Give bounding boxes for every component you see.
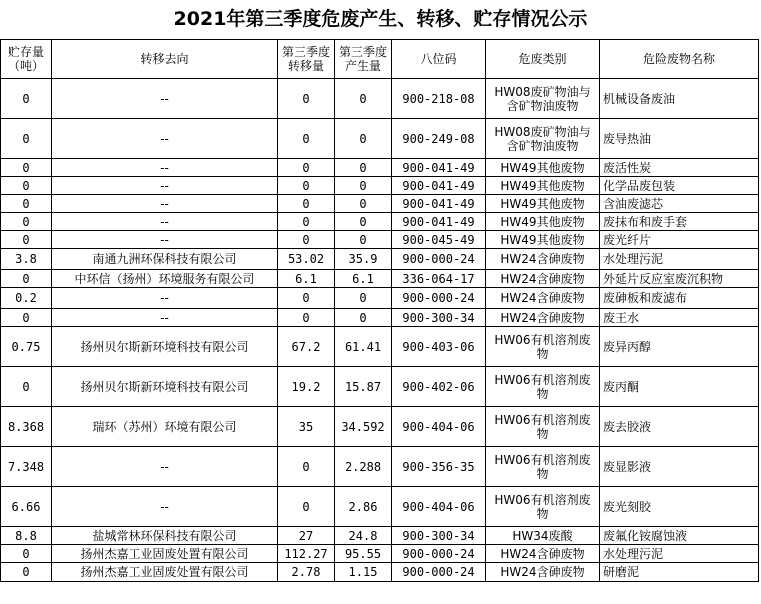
cell-destination: -- (52, 159, 278, 177)
cell-destination: 扬州贝尔斯新环境科技有限公司 (52, 367, 278, 407)
cell-transfer: 0 (278, 159, 335, 177)
cell-destination: 瑞环（苏州）环境有限公司 (52, 407, 278, 447)
cell-transfer: 0 (278, 213, 335, 231)
cell-transfer: 27 (278, 527, 335, 545)
cell-transfer: 0 (278, 447, 335, 487)
cell-code: 900-000-24 (392, 288, 486, 309)
table-row (1, 327, 759, 367)
cell-category: HW24含砷废物 (486, 249, 600, 270)
table-row (1, 119, 759, 159)
cell-transfer: 35 (278, 407, 335, 447)
cell-waste-name: 水处理污泥 (600, 545, 759, 563)
cell-waste-name: 废光纤片 (600, 231, 759, 249)
cell-storage: 8.8 (1, 527, 52, 545)
cell-code: 900-404-06 (392, 487, 486, 527)
cell-waste-name: 废活性炭 (600, 159, 759, 177)
table-row (1, 195, 759, 213)
cell-code: 900-041-49 (392, 159, 486, 177)
table-row (1, 367, 759, 407)
cell-code: 900-041-49 (392, 195, 486, 213)
cell-storage: 8.368 (1, 407, 52, 447)
cell-waste-name: 化学品废包装 (600, 177, 759, 195)
cell-waste-name: 废丙酮 (600, 367, 759, 407)
table-row (1, 231, 759, 249)
cell-code: 336-064-17 (392, 270, 486, 288)
cell-generated: 2.86 (335, 487, 392, 527)
cell-storage: 0 (1, 545, 52, 563)
cell-code: 900-356-35 (392, 447, 486, 487)
cell-storage: 0 (1, 231, 52, 249)
cell-storage: 3.8 (1, 249, 52, 270)
header-generated-amount: 第三季度产生量 (335, 40, 392, 79)
cell-transfer: 0 (278, 195, 335, 213)
cell-storage: 0 (1, 563, 52, 582)
cell-code: 900-045-49 (392, 231, 486, 249)
table-row (1, 309, 759, 327)
cell-category: HW49其他废物 (486, 231, 600, 249)
cell-category: HW06有机溶剂废物 (486, 447, 600, 487)
cell-destination: -- (52, 177, 278, 195)
cell-category: HW49其他废物 (486, 213, 600, 231)
cell-destination: 扬州杰嘉工业固废处置有限公司 (52, 545, 278, 563)
cell-transfer: 0 (278, 231, 335, 249)
cell-code: 900-300-34 (392, 309, 486, 327)
cell-storage: 0 (1, 195, 52, 213)
table-row (1, 288, 759, 309)
table-row (1, 270, 759, 288)
cell-generated: 0 (335, 231, 392, 249)
cell-category: HW24含砷废物 (486, 545, 600, 563)
cell-waste-name: 废砷板和废滤布 (600, 288, 759, 309)
cell-generated: 61.41 (335, 327, 392, 367)
cell-category: HW06有机溶剂废物 (486, 487, 600, 527)
cell-destination: -- (52, 119, 278, 159)
cell-category: HW08废矿物油与含矿物油废物 (486, 79, 600, 119)
cell-storage: 0 (1, 367, 52, 407)
cell-code: 900-041-49 (392, 213, 486, 231)
cell-transfer: 112.27 (278, 545, 335, 563)
cell-generated: 1.15 (335, 563, 392, 582)
cell-transfer: 0 (278, 487, 335, 527)
cell-generated: 0 (335, 79, 392, 119)
cell-transfer: 0 (278, 177, 335, 195)
cell-code: 900-249-08 (392, 119, 486, 159)
cell-transfer: 0 (278, 79, 335, 119)
cell-transfer: 0 (278, 119, 335, 159)
table-row (1, 447, 759, 487)
cell-generated: 0 (335, 119, 392, 159)
cell-storage: 0.2 (1, 288, 52, 309)
cell-code: 900-218-08 (392, 79, 486, 119)
cell-code: 900-403-06 (392, 327, 486, 367)
cell-category: HW06有机溶剂废物 (486, 367, 600, 407)
cell-destination: -- (52, 309, 278, 327)
cell-category: HW06有机溶剂废物 (486, 327, 600, 367)
cell-category: HW34废酸 (486, 527, 600, 545)
cell-generated: 6.1 (335, 270, 392, 288)
cell-waste-name: 废导热油 (600, 119, 759, 159)
cell-generated: 0 (335, 213, 392, 231)
cell-generated: 24.8 (335, 527, 392, 545)
cell-destination: 南通九洲环保科技有限公司 (52, 249, 278, 270)
cell-category: HW49其他废物 (486, 195, 600, 213)
cell-destination: -- (52, 487, 278, 527)
cell-destination: -- (52, 231, 278, 249)
cell-transfer: 0 (278, 288, 335, 309)
table-row (1, 487, 759, 527)
cell-destination: -- (52, 79, 278, 119)
cell-category: HW08废矿物油与含矿物油废物 (486, 119, 600, 159)
cell-generated: 0 (335, 177, 392, 195)
cell-destination: -- (52, 447, 278, 487)
cell-destination: 扬州杰嘉工业固废处置有限公司 (52, 563, 278, 582)
cell-generated: 34.592 (335, 407, 392, 447)
table-row (1, 527, 759, 545)
header-destination: 转移去向 (52, 40, 278, 79)
cell-storage: 7.348 (1, 447, 52, 487)
cell-waste-name: 水处理污泥 (600, 249, 759, 270)
cell-waste-name: 外延片反应室废沉积物 (600, 270, 759, 288)
header-category: 危废类别 (486, 40, 600, 79)
cell-waste-name: 废去胶液 (600, 407, 759, 447)
cell-storage: 0 (1, 309, 52, 327)
cell-transfer: 2.78 (278, 563, 335, 582)
cell-waste-name: 废王水 (600, 309, 759, 327)
cell-waste-name: 废氟化铵腐蚀液 (600, 527, 759, 545)
cell-category: HW49其他废物 (486, 177, 600, 195)
table-row (1, 563, 759, 582)
cell-destination: -- (52, 195, 278, 213)
hazardous-waste-table (0, 39, 759, 582)
table-row (1, 249, 759, 270)
cell-destination: 中环信（扬州）环境服务有限公司 (52, 270, 278, 288)
cell-category: HW06有机溶剂废物 (486, 407, 600, 447)
cell-code: 900-402-06 (392, 367, 486, 407)
cell-generated: 2.288 (335, 447, 392, 487)
cell-storage: 0 (1, 119, 52, 159)
header-waste-name: 危险废物名称 (600, 40, 759, 79)
cell-transfer: 53.02 (278, 249, 335, 270)
table-row (1, 545, 759, 563)
table-row (1, 159, 759, 177)
cell-category: HW24含砷废物 (486, 309, 600, 327)
table-header-row (1, 40, 759, 79)
cell-code: 900-000-24 (392, 563, 486, 582)
table-row (1, 213, 759, 231)
cell-transfer: 0 (278, 309, 335, 327)
header-storage: 贮存量（吨） (1, 40, 52, 79)
cell-category: HW24含砷废物 (486, 288, 600, 309)
table-row (1, 407, 759, 447)
cell-waste-name: 废显影液 (600, 447, 759, 487)
cell-storage: 0 (1, 177, 52, 195)
cell-destination: 盐城常林环保科技有限公司 (52, 527, 278, 545)
cell-waste-name: 废光刻胶 (600, 487, 759, 527)
cell-waste-name: 含油废滤芯 (600, 195, 759, 213)
table-row (1, 177, 759, 195)
cell-generated: 95.55 (335, 545, 392, 563)
cell-transfer: 19.2 (278, 367, 335, 407)
cell-category: HW49其他废物 (486, 159, 600, 177)
cell-waste-name: 废抹布和废手套 (600, 213, 759, 231)
cell-destination: -- (52, 288, 278, 309)
cell-storage: 0.75 (1, 327, 52, 367)
cell-storage: 6.66 (1, 487, 52, 527)
cell-transfer: 6.1 (278, 270, 335, 288)
cell-generated: 0 (335, 195, 392, 213)
cell-generated: 35.9 (335, 249, 392, 270)
cell-code: 900-000-24 (392, 249, 486, 270)
cell-storage: 0 (1, 213, 52, 231)
cell-storage: 0 (1, 79, 52, 119)
cell-code: 900-000-24 (392, 545, 486, 563)
cell-category: HW24含砷废物 (486, 563, 600, 582)
cell-generated: 0 (335, 309, 392, 327)
cell-destination: 扬州贝尔斯新环境科技有限公司 (52, 327, 278, 367)
cell-generated: 0 (335, 159, 392, 177)
header-code: 八位码 (392, 40, 486, 79)
cell-code: 900-041-49 (392, 177, 486, 195)
cell-transfer: 67.2 (278, 327, 335, 367)
cell-category: HW24含砷废物 (486, 270, 600, 288)
cell-code: 900-404-06 (392, 407, 486, 447)
table-container (0, 39, 761, 582)
cell-generated: 15.87 (335, 367, 392, 407)
cell-storage: 0 (1, 270, 52, 288)
page-title: 2021年第三季度危废产生、转移、贮存情况公示 (173, 8, 588, 30)
header-transfer-amount: 第三季度转移量 (278, 40, 335, 79)
cell-waste-name: 机械设备废油 (600, 79, 759, 119)
cell-destination: -- (52, 213, 278, 231)
cell-code: 900-300-34 (392, 527, 486, 545)
cell-generated: 0 (335, 288, 392, 309)
cell-waste-name: 研磨泥 (600, 563, 759, 582)
cell-waste-name: 废异丙醇 (600, 327, 759, 367)
cell-storage: 0 (1, 159, 52, 177)
table-row (1, 79, 759, 119)
